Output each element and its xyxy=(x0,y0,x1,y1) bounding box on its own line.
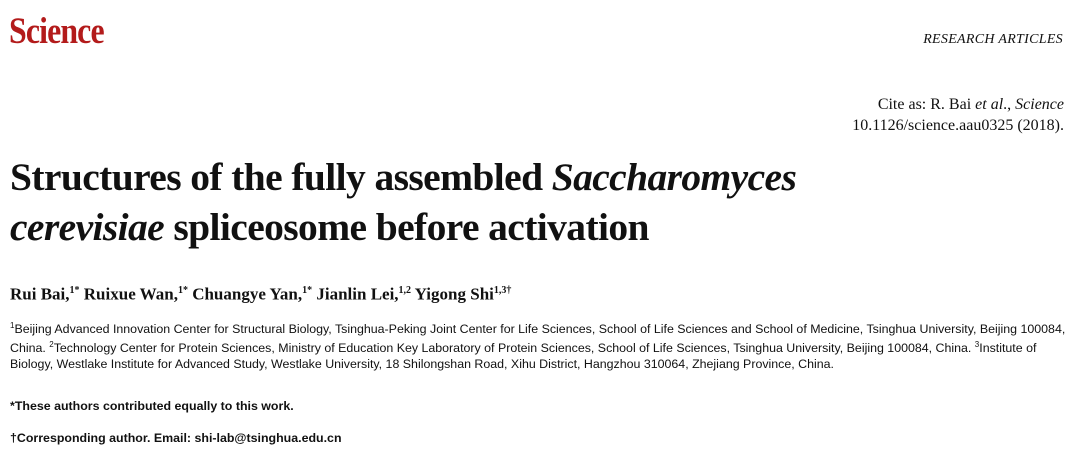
author-affiliation-mark: 1* xyxy=(69,285,80,296)
affiliations xyxy=(10,318,1070,372)
title-italic-1: Saccharomyces xyxy=(551,155,797,199)
citation-journal: Science xyxy=(1015,96,1064,113)
affiliation-mark: 1 xyxy=(10,321,15,330)
citation-doi: 10.1126/science.aau0325 (2018). xyxy=(852,117,1064,134)
equal-contribution-note: *These authors contributed equally to this work. xyxy=(10,399,294,413)
author-name: Jianlin Lei, xyxy=(312,284,399,304)
author-name: Chuangye Yan, xyxy=(187,284,303,304)
author-affiliation-mark: 1,3† xyxy=(493,285,512,296)
journal-logo: Science xyxy=(9,11,104,52)
citation xyxy=(852,94,1064,136)
title-part-2: spliceosome before activation xyxy=(164,205,649,249)
author-affiliation-mark: 1* xyxy=(177,285,188,296)
affiliation-mark: 3 xyxy=(974,340,980,350)
corresponding-author-note: †Corresponding author. Email: shi-lab@tsinghua.edu.cn xyxy=(10,431,342,445)
author-affiliation-mark: 1* xyxy=(302,285,313,296)
affiliation-text: Technology Center for Protein Sciences, Ministry of Education Key Laboratory of Protein Sciences, School of Life Sciences, Tsinghua University, Beijing 100084, China. xyxy=(53,341,975,356)
affiliation-text: Institute of Biology, Westlake Institute for Advanced Study, Westlake University, 18 Shilongshan Road, Xihu District, Hangzhou 310064, Zhejiang Province, China. xyxy=(10,341,1037,372)
affiliation-mark: 2 xyxy=(49,340,54,350)
article-title xyxy=(10,152,1070,252)
citation-etal: et al xyxy=(975,96,1004,113)
citation-line-1 xyxy=(852,94,1064,115)
author-list xyxy=(10,280,511,306)
affiliation-text: Beijing Advanced Innovation Center for Structural Biology, Tsinghua-Peking Joint Center for Life Sciences, School of Life Sciences and School of Medicine, Tsinghua University, Beijing 100084, China. xyxy=(10,322,1066,356)
citation-prefix: Cite as: R. Bai xyxy=(877,96,976,113)
citation-mid: ., xyxy=(1003,96,1016,113)
title-italic-2: cerevisiae xyxy=(10,205,165,249)
author-name: Rui Bai, xyxy=(10,284,70,304)
author-name: Ruixue Wan, xyxy=(79,284,178,304)
author-affiliation-mark: 1,2 xyxy=(398,285,412,296)
author-name: Yigong Shi xyxy=(411,284,494,304)
title-part-1: Structures of the fully assembled xyxy=(10,155,552,199)
section-label: RESEARCH ARTICLES xyxy=(923,32,1063,47)
